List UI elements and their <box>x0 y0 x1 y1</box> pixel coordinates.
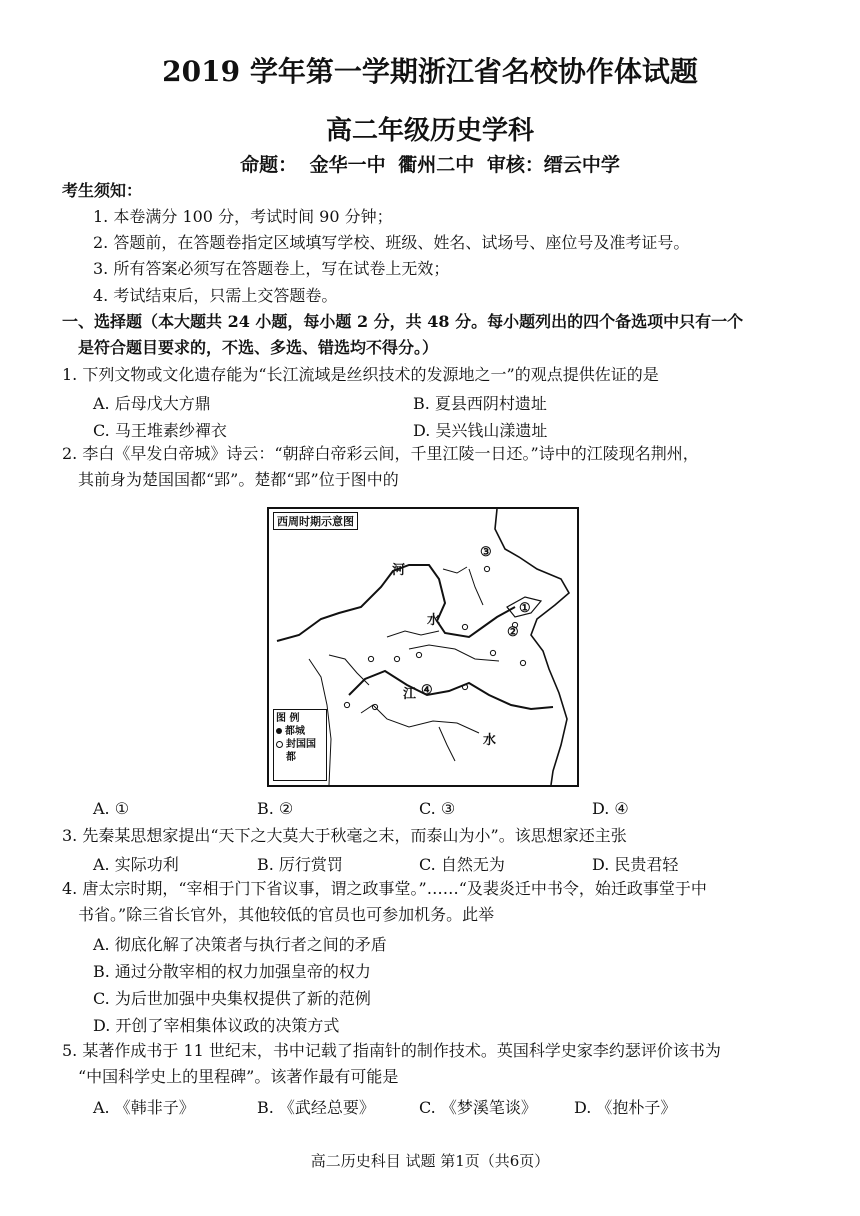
notice-item: 1. 本卷满分 100 分，考试时间 90 分钟； <box>93 207 393 226</box>
q2-stem: 2. 李白《早发白帝城》诗云：“朝辞白帝彩云间，千里江陵一日还。”诗中的江陵现名荆州， <box>62 444 699 463</box>
q1-stem: 1. 下列文物或文化遗存能为“长江流域是丝织技术的发源地之一”的观点提供佐证的是 <box>62 365 659 384</box>
western-zhou-map <box>267 507 579 787</box>
q5-stem-cont: “中国科学史上的里程碑”。该著作最有可能是 <box>78 1067 399 1086</box>
q5-option-b: B. 《武经总要》 <box>257 1098 375 1117</box>
legend-fief: 封国国都 <box>286 739 316 763</box>
exam-authors: 命题： 金华一中 衢州二中 审核：缙云中学 <box>240 154 620 176</box>
q2-option-b: B. ② <box>257 799 294 818</box>
q3-option-a: A. 实际功利 <box>93 855 179 874</box>
legend-capital: 都城 <box>285 726 305 737</box>
map-label-jiang: 江 <box>403 687 417 702</box>
q3-stem: 3. 先秦某思想家提出“天下之大莫大于秋毫之末，而泰山为小”。该思想家还主张 <box>62 826 627 845</box>
legend-title: 图 例 <box>276 713 300 724</box>
map-label-shui: 水 <box>483 733 497 748</box>
notice-heading: 考生须知： <box>62 181 143 200</box>
q2-option-c: C. ③ <box>419 799 456 818</box>
map-marker-3: ③ <box>480 545 492 560</box>
q1-option-b: B. 夏县西阴村遗址 <box>413 394 547 413</box>
q3-option-c: C. 自然无为 <box>419 855 505 874</box>
map-legend <box>273 709 327 781</box>
map-marker-4: ④ <box>421 683 433 698</box>
q2-option-d: D. ④ <box>592 799 629 818</box>
q4-option-b: B. 通过分散宰相的权力加强皇帝的权力 <box>93 962 371 981</box>
q3-option-d: D. 民贵君轻 <box>592 855 679 874</box>
q2-stem-cont: 其前身为楚国国都“郢”。楚都“郢”位于图中的 <box>78 470 399 489</box>
notice-item: 2. 答题前，在答题卷指定区域填写学校、班级、姓名、试场号、座位号及准考证号。 <box>93 233 690 252</box>
notice-item: 3. 所有答案必须写在答题卷上，写在试卷上无效； <box>93 259 450 278</box>
section-heading-cont: 是符合题目要求的，不选、多选、错选均不得分。） <box>78 338 439 357</box>
q1-option-a: A. 后母戊大方鼎 <box>93 394 211 413</box>
q5-stem: 5. 某著作成书于 11 世纪末，书中记载了指南针的制作技术。英国科学史家李约瑟评价该书为 <box>62 1041 721 1060</box>
q5-option-c: C. 《梦溪笔谈》 <box>419 1098 537 1117</box>
q4-option-c: C. 为后世加强中央集权提供了新的范例 <box>93 989 371 1008</box>
q1-option-d: D. 吴兴钱山漾遗址 <box>413 421 548 440</box>
q4-stem: 4. 唐太宗时期，“宰相于门下省议事，谓之政事堂。”……“及裴炎迁中书令，始迁政事堂于中 <box>62 879 707 898</box>
section-heading: 一、选择题（本大题共 24 小题，每小题 2 分，共 48 分。每小题列出的四个备选项中只有一个 <box>62 312 744 331</box>
fief-dot-icon <box>276 741 283 748</box>
q1-option-c: C. 马王堆素纱襌衣 <box>93 421 227 440</box>
map-marker-2: ② <box>507 625 519 640</box>
page-footer: 高二历史科目 试题 第1页（共6页） <box>310 1152 550 1170</box>
q3-option-b: B. 厉行赏罚 <box>257 855 343 874</box>
q4-stem-cont: 书省。”除三省长官外，其他较低的官员也可参加机务。此举 <box>78 905 495 924</box>
map-title: 西周时期示意图 <box>273 512 358 530</box>
exam-subtitle: 高二年级历史学科 <box>325 116 534 146</box>
notice-item: 4. 考试结束后，只需上交答题卷。 <box>93 286 338 305</box>
q5-option-a: A. 《韩非子》 <box>93 1098 195 1117</box>
map-label-he: 河 <box>392 563 406 578</box>
q4-option-d: D. 开创了宰相集体议政的决策方式 <box>93 1016 340 1035</box>
map-label-shui: 水 <box>427 613 441 628</box>
q4-option-a: A. 彻底化解了决策者与执行者之间的矛盾 <box>93 935 387 954</box>
exam-title: 2019 学年第一学期浙江省名校协作体试题 <box>162 55 698 88</box>
q5-option-d: D. 《抱朴子》 <box>574 1098 677 1117</box>
map-marker-1: ① <box>519 601 531 616</box>
q2-option-a: A. ① <box>93 799 130 818</box>
capital-dot-icon <box>276 728 282 734</box>
